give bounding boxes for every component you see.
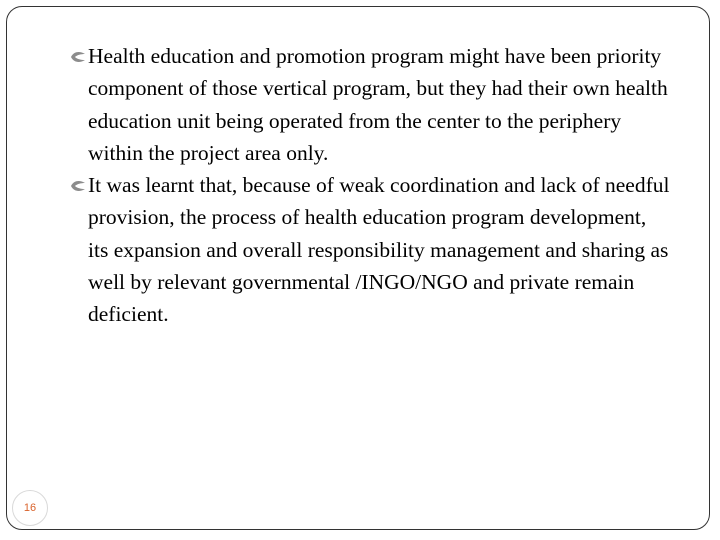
ornate-bullet-icon xyxy=(70,179,86,193)
slide-number: 16 xyxy=(23,502,37,514)
bullet-text-2: It was learnt that, because of weak coordination and lack of needful provision, the process of health education program development, its expansion and overall responsibility management and sharing as well by relevant governmental /INGO/NGO and private remain deficient. xyxy=(88,173,670,327)
bullet-item-2 xyxy=(70,169,670,330)
bullet-text-1: Health education and promotion program might have been priority component of those vertical program, but they had their own health education unit being operated from the center to the periphery within the project area only. xyxy=(88,44,668,165)
slide-number-badge xyxy=(12,490,48,526)
bullet-item-1 xyxy=(70,40,670,169)
ornate-bullet-icon xyxy=(70,50,86,64)
slide-content xyxy=(70,40,670,331)
